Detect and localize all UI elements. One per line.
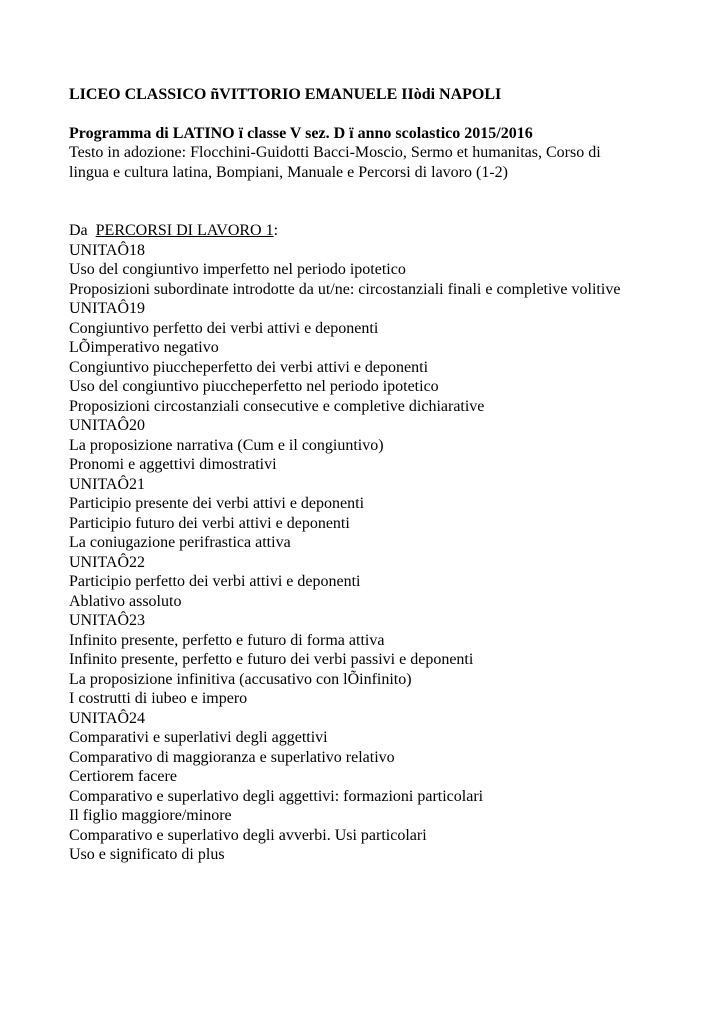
topic-item: Participio perfetto dei verbi attivi e deponenti — [69, 573, 361, 590]
topic-item: Infinito presente, perfetto e futuro di forma attiva — [69, 631, 385, 649]
topic-item: Proposizioni subordinate introdotte da ut/ne: circostanziali finali e completive volitive — [69, 280, 621, 298]
unit-label: UNITAÔ22 — [69, 553, 146, 571]
topic-item: Participio presente dei verbi attivi e deponenti — [69, 495, 365, 512]
textbook-line-2: lingua e cultura latina, Bompiani, Manuale e Percorsi di lavoro (1-2) — [69, 163, 508, 181]
school-heading: LICEO CLASSICO ñVITTORIO EMANUELE IIòdi NAPOLI — [69, 86, 502, 103]
unit-label: UNITAÔ23 — [69, 612, 146, 629]
topic-item: Participio futuro dei verbi attivi e deponenti — [69, 514, 350, 532]
unit-label: UNITAÔ20 — [69, 417, 146, 434]
section-title: PERCORSI DI LAVORO 1 — [95, 222, 274, 239]
topic-item: LÕimperativo negativo — [69, 339, 219, 356]
program-heading: Programma di LATINO ï classe V sez. D ï anno scolastico 2015/2016 — [69, 124, 533, 142]
topic-item: Il figlio maggiore/minore — [69, 807, 232, 824]
topic-item: Congiuntivo perfetto dei verbi attivi e deponenti — [69, 319, 379, 337]
topic-item: Uso del congiuntivo imperfetto nel periodo ipotetico — [69, 261, 406, 278]
topic-item: Comparativo di maggioranza e superlativo relativo — [69, 748, 395, 766]
unit-label: UNITAÔ24 — [69, 709, 146, 727]
topic-item: Certiorem facere — [69, 768, 177, 785]
topic-item: Uso e significato di plus — [69, 846, 225, 863]
topic-item: Comparativo e superlativo degli aggettivi: formazioni particolari — [69, 787, 484, 805]
topic-item: La coniugazione perifrastica attiva — [69, 534, 291, 551]
topic-item: La proposizione infinitiva (accusativo con lÕinfinito) — [69, 670, 412, 688]
topic-item: La proposizione narrativa (Cum e il congiuntivo) — [69, 436, 384, 454]
document-page — [69, 85, 656, 865]
topic-item: Ablativo assoluto — [69, 592, 182, 610]
units-list — [69, 241, 656, 865]
topic-item: Proposizioni circostanziali consecutive e completive dichiarative — [69, 397, 485, 415]
unit-label: UNITAÔ19 — [69, 300, 146, 317]
section-prefix: Da — [69, 222, 96, 239]
topic-item: Pronomi e aggettivi dimostrativi — [69, 456, 277, 473]
topic-item: Comparativo e superlativo degli avverbi. Usi particolari — [69, 826, 427, 844]
section-suffix: : — [273, 222, 279, 239]
topic-item: Infinito presente, perfetto e futuro dei verbi passivi e deponenti — [69, 651, 474, 668]
unit-label: UNITAÔ18 — [69, 241, 146, 259]
spacer — [69, 182, 656, 221]
topic-item: I costrutti di iubeo e impero — [69, 690, 248, 707]
topic-item: Congiuntivo piuccheperfetto dei verbi attivi e deponenti — [69, 358, 429, 376]
topic-item: Comparativi e superlativi degli aggettivi — [69, 729, 328, 746]
section-heading — [69, 221, 656, 241]
topic-item: Uso del congiuntivo piuccheperfetto nel periodo ipotetico — [69, 378, 439, 395]
textbook-line-1: Testo in adozione: Flocchini-Guidotti Bacci-Moscio, Sermo et humanitas, Corso di — [69, 144, 601, 161]
unit-label: UNITAÔ21 — [69, 475, 146, 493]
